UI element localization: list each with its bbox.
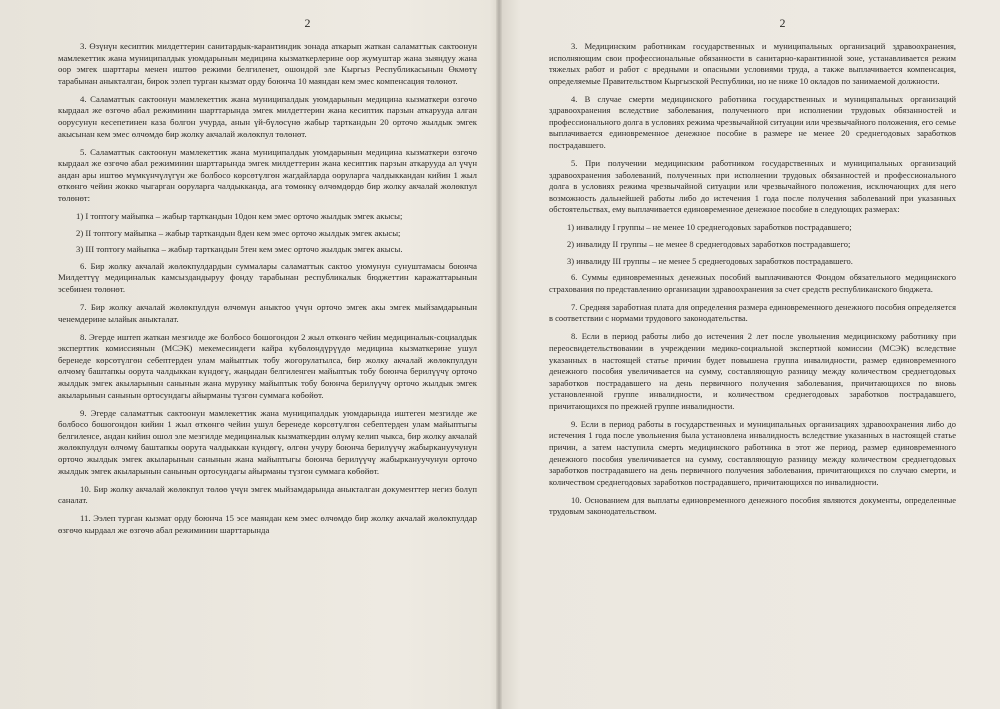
paragraph: 10. Основанием для выплаты единовременного денежного пособия являются документы, определенные трудовым законодательством. [549,494,956,517]
list-item: 2) II топтогу майыпка – жабыр тарткандын 8ден кем эмес орточо жылдык эмгек акысы; [76,227,401,238]
paragraph: 7. Средняя заработная плата для определения размера единовременного денежного пособия определяется в соответствии с нормами трудового законодательства. [549,301,956,324]
paragraph: 10. Бир жолку акчалай жөлөкпул төлөө үчүн эмгек мыйзамдарында аныкталган документтер негиз болуп саналат. [58,483,477,506]
list-item: 3) III топтогу майыпка – жабыр тарткандын 5тен кем эмес орточо жылдык эмгек акысы. [76,244,403,255]
page-gutter [496,0,502,709]
list-item: 1) инвалиду I группы – не менее 10 среднегодовых заработков пострадавшего; [567,222,852,233]
paragraph: 3. Медицинским работникам государственных и муниципальных организаций здравоохранения, исполняющим свои профессиональные обязанности в санитарно-карантинной зоне, устанавливается режим тяжелых работ и работ с вредными и опасными условиями труда, а также выплачивается компенсация, определяемые Правительством Кыргызской Республики, но не ниже 10 окладов по занимаемой должности. [549,41,956,86]
paragraph: 8. Если в период работы либо до истечения 2 лет после увольнения медицинскому работнику при переосвидетельствовании в учреждении медико-социальной экспертной комиссии (МСЭК) вследствие указанных в настоящей статье причин будет повышена группа инвалидности, размер единовременного денежного пособия увеличивается на сумму, составляющую разницу между количеством среднегодовых заработков пострадавшего на день первичного получения заболевания, причитающихся по вновь установленной группе инвалидности, и количеством среднегодовых заработков пострадавшего, причитающихся по прежней группе инвалидности. [549,331,956,411]
paragraph: 11. Ээлеп турган кызмат орду боюнча 15 эсе маяндан кем эмес өлчөмдө бир жолку акчалай жөлөкпулдар өзгөчө кырдаал же өзгөчө абал режиминин шарттарында [58,513,477,535]
paragraph: 8. Эгерде иштеп жаткан мезгилде же болбосо бошогондон 2 жыл өткөнгө чейин медициналык-социалдык эксперттик комиссиянын (МСЭК) мекемесиндеги кайра күбөлөндүрүүдө медицина кызматкерине ушул беренеде көрсөтүлгөн себептерден улам майыптык тобу жогорулатылса, бир жолку акчалай жөлөкпулдун өлчөмү баштапкы оорута чалдыккан күндөгү, жаңыдан белгиленген майыптык тобу боюнча берилүүчү орточо жылдык эмгек акыларынын санынын жана мурунку майыптык тобу боюнча берилүүчү орточо жылдык эмгек акыларынын санынын ортосундагы айырманы түзгөн суммага көбөйөт. [58,331,477,400]
page-number: 2 [779,16,786,30]
paragraph: 4. Саламаттык сактоонун мамлекеттик жана муниципалдык уюмдарынын медицина кызматкери өзгөчө кырдаал же өзгөчө абал режиминин шарттарында эмгек милдеттерин жана кесиптик парзын аткарууда алган оорусунун кесепетинен каза болгон учурда, анын үй-бүлөсүнө жабыр тарткандын 20 орточо жылдык эмгек акысынан кем эмес өлчөмдө бир жолку акчалай жөлөкпул төлөнөт. [58,93,477,139]
page-number: 2 [304,16,311,30]
paragraph: 7. Бир жолку акчалай жөлөкпулдун өлчөмүн аныктоо үчүн орточо эмгек акы эмгек мыйзамдарынын ченемдерине ылайык аныкталат. [58,302,477,324]
paragraph: 6. Суммы единовременных денежных пособий выплачиваются Фондом обязательного медицинского страхования по представлению организации здравоохранения за счет средств республиканского бюджета. [549,272,956,294]
left-page-kyrgyz [0,0,497,709]
paragraph: 5. При получении медицинским работником государственных и муниципальных организаций здравоохранения заболеваний, полученных при исполнении трудовых обязанностей и профессионального долга в условиях режима чрезвычайной ситуации или чрезвычайного положения, исключающих для него возможность дальнейшей работы либо до истечения 1 года после получения заболеваний при указанных обстоятельствах, ему выплачивается единовременное денежное пособие в следующих размерах: [549,158,956,215]
paragraph: 3. Өзүнүн кесиптик милдеттерин санитардык-карантиндик зонада аткарып жаткан саламаттык сактоонун мамлекеттик жана муниципалдык уюмдарынын медицина кызматкерлерине оор жумуштар жана зыяндуу жана оор эмгек шарттары менен иштөө режими белгиленет, ошондой эле Кыргыз Республикасынын Өкмөтү тарабынан аныкталган, бирок ээлеп турган кызмат орду боюнча 10 маяндан кем эмес компенсация төлөнөт. [58,41,477,86]
paragraph: 9. Эгерде саламаттык сактоонун мамлекеттик жана муниципалдык уюмдарында иштеген мезгилде же болбосо бошогондон кийин 1 жыл өткөнгө чейин ушул беренеде көрсөтүлгөн себептерден улам майыптыгы белгиленсе, андан кийин ошол эле мезгилде медициналык кызматкердин өлүмү келип чыкса, бир жолку акчалай жөлөкпулдун өлчөмү баштапкы оорута чалдыккан күндөгү, өлгөн учуру боюнча берилүүчү жабыркануучунун орточо жылдык эмгек акыларынын санынын жана майыптыгы боюнча берилүүчү жабыркануучунун орточо жылдык эмгек акыларынын санынын ортосундагы айырманы түзгөн суммага көбөйөт. [58,407,477,476]
list-item: 3) инвалиду III группы – не менее 5 среднегодовых заработков пострадавшего. [567,255,853,266]
paragraph: 6. Бир жолку акчалай жөлөкпулдардын суммалары саламаттык сактоо уюмунун сунуштамасы боюнча Милдеттүү медициналык камсыздандыруу фонду тарабынан республикалык бюджеттин каражаттарынын эсебинен төлөнөт. [58,260,477,294]
paragraph: 9. Если в период работы в государственных и муниципальных организациях здравоохранения либо до истечения 1 года после увольнения была установлена инвалидность вследствие указанных в настоящей статье причин, а затем наступила смерть медицинского работника в этот же период, размер единовременного денежного пособия увеличивается на сумму, составляющую разницу между количеством среднегодовых заработков пострадавшего на день первичного получения заболевания, причитающихся по случаю смерти, и количеством среднегодовых заработков пострадавшего, причитающихся по инвалидности. [549,418,956,487]
paragraph: 5. Саламаттык сактоонун мамлекеттик жана муниципалдык уюмдарынын медицина кызматкери өзгөчө кырдаал же өзгөчө абал режиминин шарттарында эмгек милдеттерин жана кесиптик парзын аткарууда ал үчүн андан ары иштөө мүмкүнчүлүгүн же болбосо көрсөтүлгөн жагдайларда ооруларга чалдыккандан кийин 1 жыл өткөнгө чейин жокко чыгарган ооруларга чалдыкканда, ага төмөнкү өлчөмдөрдө бир жолку акчалай жөлөкпул төлөнөт: [58,146,477,203]
list-item: 1) I топтогу майыпка – жабыр тарткандын 10дон кем эмес орточо жылдык эмгек акысы; [76,211,403,222]
list-item: 2) инвалиду II группы – не менее 8 среднегодовых заработков пострадавшего; [567,238,851,249]
right-page-russian [503,0,1000,709]
paragraph: 4. В случае смерти медицинского работника государственных и муниципальных организаций здравоохранения вследствие заболевания, полученного при исполнении трудовых обязанностей и профессионального долга в условиях режима чрезвычайной ситуации или чрезвычайного положения, его семье выплачивается единовременное денежное пособие в размере не менее 20 среднегодовых заработков пострадавшего. [549,93,956,150]
